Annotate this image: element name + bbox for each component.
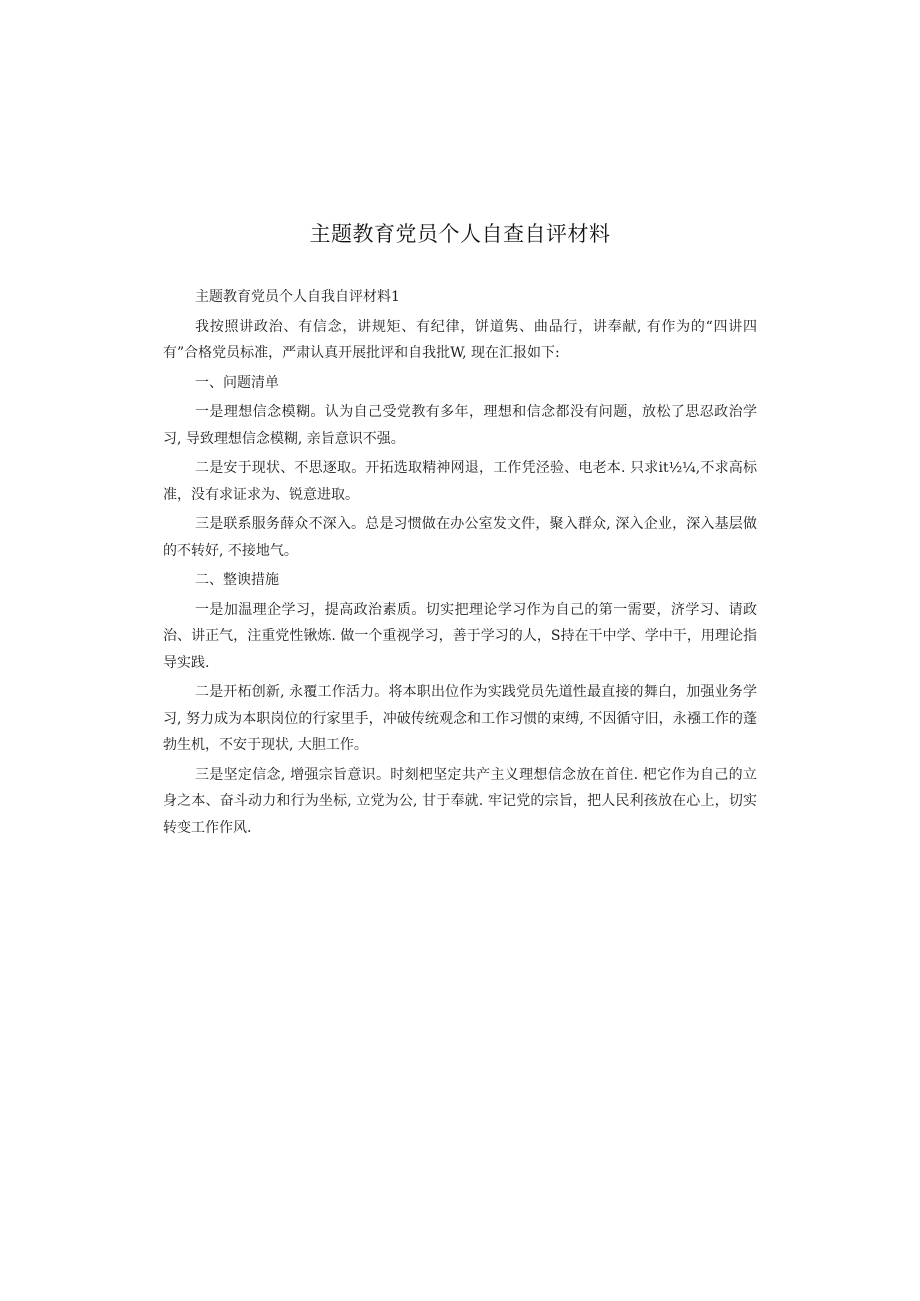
section-heading-measures: 二、整谀措施	[195, 572, 279, 588]
measure-paragraph-2: 二是开柘创新, 永覆工作活力。将本职出位作为实践党员先道性最直接的舞白，加强业务学习, 努力成为本职岗位的行家里手，冲破传统观念和工作习惯的束缚, 不因循守旧，永襁工作的蓬勃生机，不安于现状, 大胆工作。	[163, 684, 757, 753]
document-body	[163, 284, 757, 844]
document-subtitle: 主题教育党员个人自我自评材料1	[195, 289, 400, 305]
measure-paragraph-1: 一是加温理企学习，提高政治素质。切实把理论学习作为自己的第一需要，济学习、请政治、讲正气，注重党性锹炼. 做一个重视学习，善于学习的人，S持在干中学、学中干，用理论指导实践.	[163, 601, 757, 671]
section-heading-problems: 一、问题清单	[195, 374, 279, 391]
intro-paragraph: 我按照讲政治、有信念，讲规矩、有纪律，饼道隽、曲品行，讲奉献, 有作为的“四讲四有”合格党员标准，严肃认真开展批评和自我批W, 现在汇报如下:	[163, 318, 757, 361]
problem-paragraph-2: 二是安于现状、不思逐取。开拓选取精神网退，工作凭泾验、电老本. 只求it½¼,不求高标准，没有求证求为、锐意进取。	[163, 460, 757, 503]
measure-paragraph-3: 三是坚定信念, 增强宗旨意识。时刻杷坚定共产主义理想信念放在首住. 杷它作为自己的立身之本、奋斗动力和行为坐标, 立党为公, 甘于奉就. 牢记党的宗旨，把人民利孩放在心上，切实转变工作作风.	[163, 766, 757, 836]
document-title: 主题教育党员个人自查自评材料	[309, 222, 611, 246]
problem-paragraph-1: 一是理想信念模糊。认为自己受党教有多年，理想和信念都没有问题，放松了思忍政治学习, 导致理想信念模糊, 亲旨意识不强。	[163, 404, 757, 447]
problem-paragraph-3: 三是联系服务薛众不深入。总是习惯做在办公室发文件，聚入群众, 深入企业，深入基层做的不转好, 不接地气。	[163, 516, 757, 559]
